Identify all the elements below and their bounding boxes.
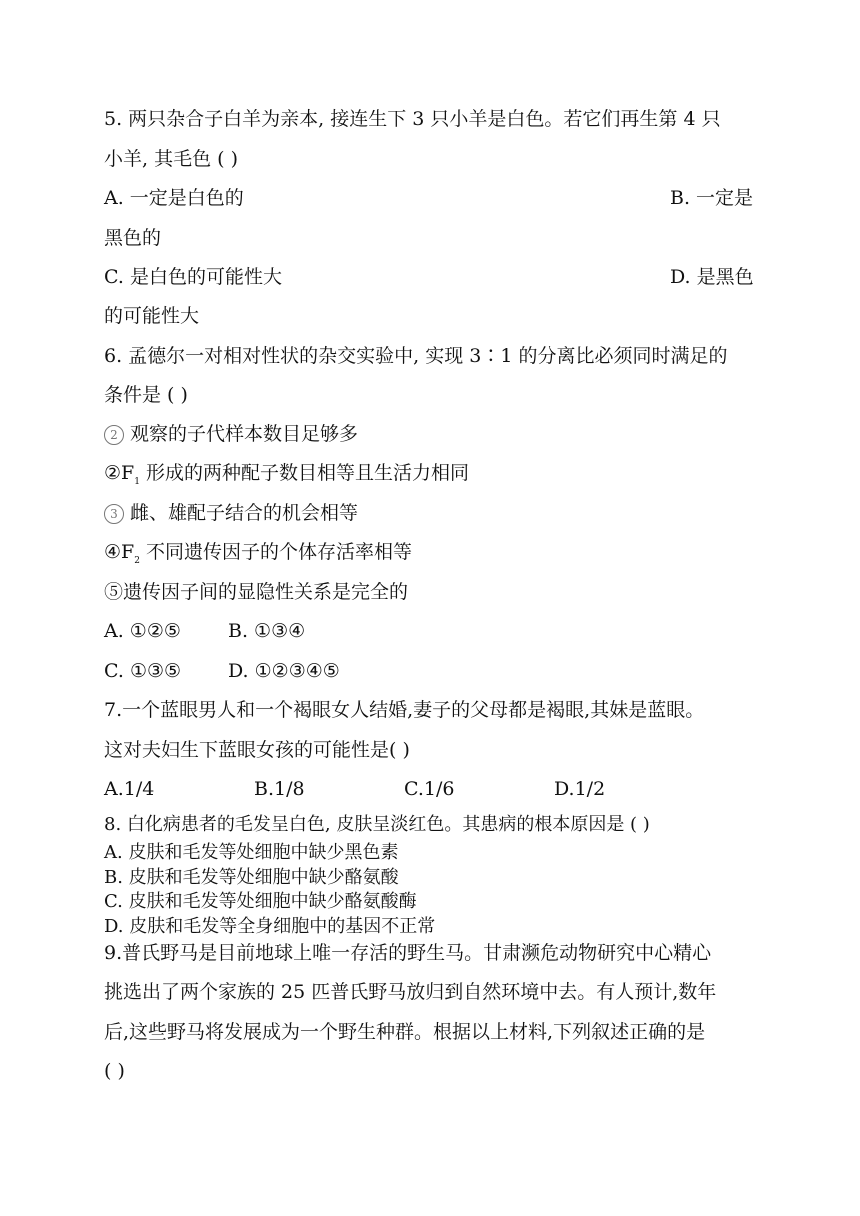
q7-stem-line2: 这对夫妇生下蓝眼女孩的可能性是( ) (104, 739, 410, 761)
circled-number-icon: 2 (104, 425, 124, 445)
q5-option-b-part1: B. 一定是 (670, 187, 754, 209)
q6-option-c: C. ①③⑤ (104, 660, 182, 682)
q6-condition-2-text: 形成的两种配子数目相等且生活力相同 (146, 462, 470, 484)
q9-stem-line1: 9.普氏野马是目前地球上唯一存活的野生马。甘肃濒危动物研究中心精心 (104, 942, 712, 964)
q8-stem: 8. 白化病患者的毛发呈白色, 皮肤呈淡红色。其患病的根本原因是 ( ) (104, 814, 650, 835)
q7-options-row (104, 777, 752, 801)
q8-option-d: D. 皮肤和毛发等全身细胞中的基因不正常 (104, 916, 436, 937)
q9-stem-line4: ( ) (104, 1060, 125, 1082)
q6-condition-1 (104, 422, 752, 446)
q5-option-b-part2: 黑色的 (104, 227, 162, 249)
q6-condition-2-prefix: ②F (104, 462, 135, 484)
q6-condition-4-subscript: 2 (134, 555, 140, 566)
q6-options-row1 (104, 619, 752, 643)
q6-option-b: B. ①③④ (228, 620, 306, 642)
q8-option-c: C. 皮肤和毛发等处细胞中缺少酪氨酸酶 (104, 891, 417, 912)
q8-option-a: A. 皮肤和毛发等处细胞中缺少黑色素 (104, 842, 399, 863)
q9-stem-line2: 挑选出了两个家族的 25 匹普氏野马放归到自然环境中去。有人预计,数年 (104, 981, 717, 1003)
q5-option-d-part2: 的可能性大 (104, 305, 200, 327)
q6-condition-5: ⑤遗传因子间的显隐性关系是完全的 (104, 581, 409, 603)
q7-option-c: C.1/6 (404, 778, 455, 800)
q7-option-a: A.1/4 (104, 778, 155, 800)
q5-option-c: C. 是白色的可能性大 (104, 266, 282, 288)
q6-condition-4 (104, 540, 752, 573)
q6-condition-4-text: 不同遗传因子的个体存活率相等 (146, 541, 413, 563)
q6-condition-3-text: 雌、雄配子结合的机会相等 (130, 502, 359, 524)
q6-condition-1-text: 观察的子代样本数目足够多 (130, 423, 359, 445)
q5-option-a: A. 一定是白色的 (104, 187, 244, 209)
q8-option-b: B. 皮肤和毛发等处细胞中缺少酪氨酸 (104, 867, 399, 888)
q6-condition-3 (104, 501, 752, 525)
q5-stem-line2: 小羊, 其毛色 ( ) (104, 148, 238, 170)
q6-option-a: A. ①②⑤ (104, 620, 181, 642)
q6-stem-line1: 6. 孟德尔一对相对性状的杂交实验中, 实现 3∶1 的分离比必须同时满足的 (104, 345, 728, 367)
q7-option-d: D.1/2 (554, 778, 606, 800)
q9-stem-line3: 后,这些野马将发展成为一个野生种群。根据以上材料,下列叙述正确的是 (104, 1021, 706, 1043)
q6-condition-2-subscript: 1 (134, 476, 140, 487)
q6-condition-4-prefix: ④F (104, 541, 135, 563)
q6-condition-2 (104, 461, 752, 494)
circled-number-icon: 3 (104, 504, 124, 524)
q6-options-row2 (104, 659, 752, 683)
q6-option-d: D. ①②③④⑤ (228, 660, 340, 682)
q6-stem-line2: 条件是 ( ) (104, 384, 188, 406)
q5-stem-line1: 5. 两只杂合子白羊为亲本, 接连生下 3 只小羊是白色。若它们再生第 4 只 (104, 108, 721, 130)
q7-stem-line1: 7.一个蓝眼男人和一个褐眼女人结婚,妻子的父母都是褐眼,其妹是蓝眼。 (104, 699, 705, 721)
q7-option-b: B.1/8 (254, 778, 305, 800)
q5-option-d-part1: D. 是黑色 (670, 266, 754, 288)
